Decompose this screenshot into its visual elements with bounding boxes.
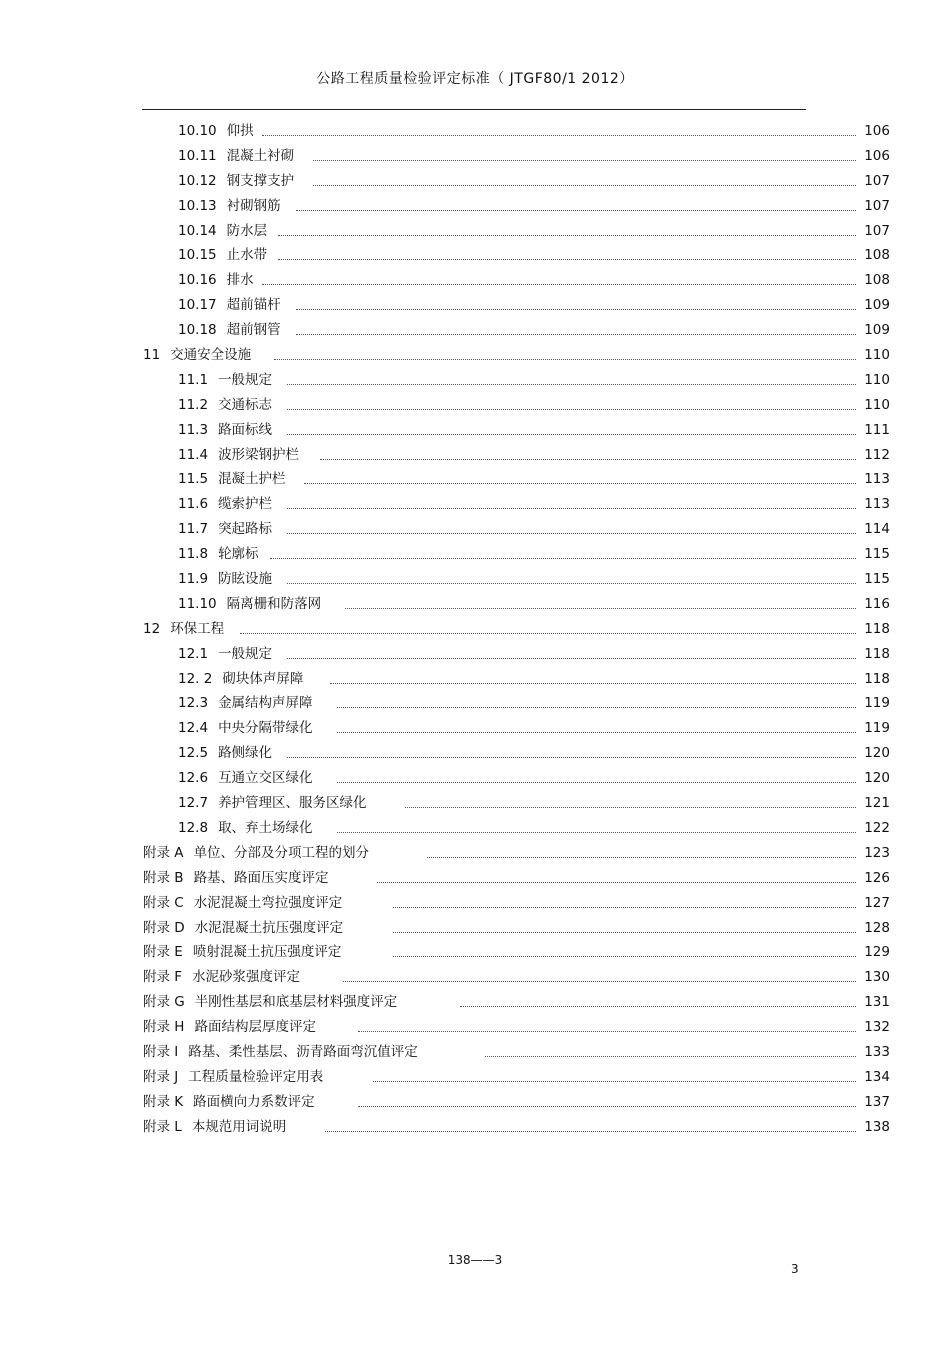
- toc-leader-dots: [330, 683, 856, 684]
- toc-leader-dots: [337, 832, 856, 833]
- toc-entry-title: 路基、柔性基层、沥青路面弯沉值评定: [188, 1043, 418, 1060]
- toc-entry-number: 12.6: [178, 770, 209, 787]
- toc-entry[interactable]: [0, 592, 950, 617]
- toc-entry-number: 12. 2: [178, 670, 213, 687]
- toc-entry-page: 127: [864, 894, 890, 911]
- toc-entry-number: 10.17: [178, 297, 217, 314]
- toc-entry[interactable]: [0, 891, 950, 916]
- toc-entry-number: 12: [143, 620, 161, 637]
- toc-entry[interactable]: [0, 965, 950, 990]
- toc-entry-page: 108: [864, 247, 890, 264]
- toc-leader-dots: [274, 359, 856, 360]
- toc-leader-dots: [337, 732, 856, 733]
- toc-entry-number: 11.3: [178, 421, 209, 438]
- toc-entry-number: 附录 F: [143, 969, 183, 986]
- toc-leader-dots: [296, 334, 856, 335]
- toc-entry[interactable]: [0, 841, 950, 866]
- toc-entry-number: 12.8: [178, 819, 209, 836]
- toc-entry-page: 110: [864, 396, 890, 413]
- toc-entry-label: [178, 418, 272, 443]
- toc-entry[interactable]: [0, 916, 950, 941]
- toc-leader-dots: [393, 956, 856, 957]
- toc-entry-number: 11.8: [178, 546, 209, 563]
- toc-entry-number: 11.4: [178, 446, 209, 463]
- toc-entry-title: 钢支撑支护: [226, 172, 295, 189]
- toc-entry-label: [178, 443, 299, 468]
- toc-entry-title: 超前锚杆: [226, 297, 281, 314]
- toc-entry[interactable]: [0, 467, 950, 492]
- toc-entry-number: 附录 J: [143, 1068, 179, 1085]
- toc-entry-title: 混凝土衬砌: [226, 147, 295, 164]
- toc-entry-title: 互通立交区绿化: [218, 770, 313, 787]
- toc-leader-dots: [325, 1131, 856, 1132]
- toc-entry-label: [143, 841, 369, 866]
- footer-page-number: 3: [791, 1262, 799, 1276]
- toc-entry-label: [178, 119, 254, 144]
- toc-entry[interactable]: [0, 691, 950, 716]
- toc-entry-number: 附录 I: [143, 1043, 179, 1060]
- toc-entry[interactable]: [0, 1115, 950, 1140]
- toc-entry[interactable]: [0, 542, 950, 567]
- toc-entry[interactable]: [0, 567, 950, 592]
- toc-entry-title: 中央分隔带绿化: [218, 720, 313, 737]
- toc-entry-label: [178, 542, 259, 567]
- toc-leader-dots: [358, 1031, 856, 1032]
- toc-entry-number: 10.12: [178, 172, 217, 189]
- header-rule: [142, 109, 806, 110]
- toc-entry-number: 10.15: [178, 247, 217, 264]
- toc-entry-title: 单位、分部及分项工程的划分: [193, 844, 370, 861]
- toc-leader-dots: [393, 932, 856, 933]
- toc-entry[interactable]: [0, 990, 950, 1015]
- toc-entry-number: 附录 H: [143, 1019, 185, 1036]
- toc-entry[interactable]: [0, 393, 950, 418]
- toc-entry[interactable]: [0, 791, 950, 816]
- toc-entry-page: 118: [864, 620, 890, 637]
- toc-entry-number: 12.7: [178, 795, 209, 812]
- toc-entry-page: 106: [864, 147, 890, 164]
- toc-entry-page: 120: [864, 770, 890, 787]
- toc-entry-page: 138: [864, 1118, 890, 1135]
- toc-entry-label: [178, 243, 267, 268]
- toc-entry-title: 砌块体声屏障: [222, 670, 304, 687]
- toc-entry-page: 109: [864, 322, 890, 339]
- toc-leader-dots: [287, 409, 856, 410]
- toc-entry-number: 10.16: [178, 272, 217, 289]
- toc-entry-title: 取、弃土场绿化: [218, 819, 313, 836]
- toc-entry[interactable]: [0, 219, 950, 244]
- toc-entry[interactable]: [0, 368, 950, 393]
- toc-entry-page: 110: [864, 347, 890, 364]
- toc-entry-page: 134: [864, 1068, 890, 1085]
- toc-leader-dots: [287, 533, 856, 534]
- toc-entry-page: 111: [864, 421, 890, 438]
- toc-entry-title: 水泥混凝土弯拉强度评定: [193, 894, 343, 911]
- toc-entry-title: 轮廓标: [218, 546, 259, 563]
- toc-entry[interactable]: [0, 144, 950, 169]
- toc-entry[interactable]: [0, 268, 950, 293]
- toc-entry-page: 118: [864, 645, 890, 662]
- toc-entry-number: 11.6: [178, 496, 209, 513]
- toc-entry-page: 119: [864, 720, 890, 737]
- toc-entry-title: 金属结构声屏障: [218, 695, 313, 712]
- toc-entry-title: 超前钢管: [226, 322, 281, 339]
- table-of-contents: [0, 119, 950, 1140]
- toc-entry-number: 11.2: [178, 396, 209, 413]
- toc-entry-number: 10.18: [178, 322, 217, 339]
- toc-entry-page: 116: [864, 595, 890, 612]
- toc-leader-dots: [405, 807, 856, 808]
- toc-entry-title: 混凝土护栏: [218, 471, 286, 488]
- toc-entry-page: 132: [864, 1019, 890, 1036]
- toc-entry-page: 114: [864, 521, 890, 538]
- toc-entry-label: [178, 144, 294, 169]
- toc-leader-dots: [296, 210, 856, 211]
- toc-entry[interactable]: [0, 1090, 950, 1115]
- toc-entry-number: 11.10: [178, 595, 217, 612]
- toc-entry-title: 防眩设施: [218, 571, 273, 588]
- toc-entry-title: 交通标志: [218, 396, 273, 413]
- toc-entry-page: 107: [864, 197, 890, 214]
- toc-entry[interactable]: [0, 293, 950, 318]
- toc-leader-dots: [287, 583, 856, 584]
- toc-entry-number: 附录 A: [143, 844, 184, 861]
- toc-entry[interactable]: [0, 194, 950, 219]
- toc-entry[interactable]: [0, 1040, 950, 1065]
- toc-entry-number: 附录 E: [143, 944, 183, 961]
- toc-entry-label: [143, 1065, 323, 1090]
- toc-entry-page: 131: [864, 994, 890, 1011]
- toc-entry-page: 121: [864, 795, 890, 812]
- toc-entry-label: [178, 194, 281, 219]
- toc-leader-dots: [373, 1081, 856, 1082]
- toc-entry[interactable]: [0, 816, 950, 841]
- toc-entry[interactable]: [0, 119, 950, 144]
- toc-leader-dots: [313, 185, 856, 186]
- toc-leader-dots: [278, 235, 856, 236]
- toc-entry-label: [178, 492, 272, 517]
- toc-leader-dots: [460, 1006, 856, 1007]
- document-header: 公路工程质量检验评定标准（ JTGF80/1 2012）: [316, 71, 634, 87]
- toc-entry-page: 106: [864, 123, 890, 139]
- toc-entry-title: 工程质量检验评定用表: [188, 1068, 324, 1085]
- toc-entry-page: 133: [864, 1043, 890, 1060]
- toc-entry-title: 路侧绿化: [218, 745, 273, 762]
- toc-entry-number: 10.10: [178, 123, 217, 139]
- toc-entry-title: 衬砌钢筋: [226, 197, 281, 214]
- toc-entry-number: 10.14: [178, 222, 217, 239]
- toc-entry-number: 11.9: [178, 571, 209, 588]
- toc-entry-label: [178, 741, 272, 766]
- toc-entry-page: 122: [864, 819, 890, 836]
- toc-entry-title: 仰拱: [226, 123, 254, 139]
- toc-entry-title: 路基、路面压实度评定: [193, 869, 329, 886]
- toc-entry-title: 路面结构层厚度评定: [194, 1019, 316, 1036]
- toc-entry-label: [143, 1040, 418, 1065]
- toc-entry[interactable]: [0, 940, 950, 965]
- toc-entry[interactable]: [0, 741, 950, 766]
- toc-entry-label: [178, 667, 303, 692]
- toc-leader-dots: [337, 707, 856, 708]
- toc-entry-label: [178, 791, 367, 816]
- toc-entry[interactable]: [0, 492, 950, 517]
- toc-entry-label: [143, 965, 300, 990]
- toc-entry[interactable]: [0, 1065, 950, 1090]
- toc-entry-label: [143, 617, 224, 642]
- toc-entry-title: 路面标线: [218, 421, 273, 438]
- toc-entry[interactable]: [0, 443, 950, 468]
- toc-entry-page: 137: [864, 1093, 890, 1110]
- toc-entry-page: 112: [864, 446, 890, 463]
- toc-entry[interactable]: [0, 716, 950, 741]
- toc-entry-label: [178, 219, 267, 244]
- toc-leader-dots: [427, 857, 856, 858]
- toc-entry-label: [143, 940, 341, 965]
- toc-entry-title: 半刚性基层和底基层材料强度评定: [194, 994, 398, 1011]
- toc-entry-page: 129: [864, 944, 890, 961]
- toc-entry[interactable]: [0, 667, 950, 692]
- toc-entry-page: 128: [864, 919, 890, 936]
- toc-leader-dots: [287, 757, 856, 758]
- toc-leader-dots: [358, 1106, 856, 1107]
- toc-leader-dots: [313, 160, 856, 161]
- toc-entry-label: [143, 866, 329, 891]
- toc-leader-dots: [337, 782, 856, 783]
- toc-entry-number: 附录 D: [143, 919, 185, 936]
- toc-entry[interactable]: [0, 617, 950, 642]
- toc-entry-number: 10.11: [178, 147, 217, 164]
- toc-entry-title: 波形梁钢护栏: [218, 446, 300, 463]
- toc-entry-title: 隔离栅和防落网: [226, 595, 322, 612]
- toc-entry-label: [143, 990, 397, 1015]
- toc-entry-page: 130: [864, 969, 890, 986]
- toc-entry-label: [178, 293, 281, 318]
- toc-entry[interactable]: [0, 1015, 950, 1040]
- toc-entry-title: 交通安全设施: [170, 347, 252, 364]
- toc-leader-dots: [278, 259, 856, 260]
- toc-entry-number: 附录 C: [143, 894, 184, 911]
- toc-entry-number: 11.1: [178, 371, 209, 388]
- footer-page-code: 138——3: [447, 1253, 503, 1267]
- toc-entry-label: [178, 691, 313, 716]
- toc-entry-title: 突起路标: [218, 521, 273, 538]
- toc-entry-page: 120: [864, 745, 890, 762]
- toc-leader-dots: [287, 658, 856, 659]
- toc-entry[interactable]: [0, 169, 950, 194]
- toc-leader-dots: [320, 459, 856, 460]
- toc-entry-number: 附录 G: [143, 994, 185, 1011]
- toc-entry-label: [143, 1090, 315, 1115]
- toc-entry-number: 11: [143, 347, 161, 364]
- toc-entry-title: 水泥砂浆强度评定: [192, 969, 301, 986]
- toc-entry-number: 12.3: [178, 695, 209, 712]
- toc-leader-dots: [287, 508, 856, 509]
- toc-entry-label: [178, 517, 272, 542]
- toc-entry[interactable]: [0, 866, 950, 891]
- toc-entry-page: 113: [864, 496, 890, 513]
- toc-entry-label: [178, 368, 272, 393]
- toc-entry-title: 本规范用词说明: [191, 1118, 287, 1135]
- toc-entry-page: 115: [864, 546, 890, 563]
- toc-entry-label: [178, 467, 286, 492]
- toc-entry-title: 一般规定: [218, 645, 273, 662]
- toc-entry-title: 路面横向力系数评定: [193, 1093, 315, 1110]
- toc-entry-number: 10.13: [178, 197, 217, 214]
- toc-entry-label: [178, 169, 294, 194]
- toc-entry-page: 119: [864, 695, 890, 712]
- toc-entry-label: [178, 567, 272, 592]
- toc-leader-dots: [343, 981, 856, 982]
- toc-leader-dots: [262, 284, 856, 285]
- toc-entry-number: 附录 L: [143, 1118, 182, 1135]
- toc-entry-number: 11.7: [178, 521, 209, 538]
- toc-entry-page: 118: [864, 670, 890, 687]
- toc-entry[interactable]: [0, 418, 950, 443]
- toc-entry-page: 107: [864, 222, 890, 239]
- toc-entry-title: 养护管理区、服务区绿化: [218, 795, 367, 812]
- toc-entry-label: [178, 592, 321, 617]
- toc-entry-number: 附录 B: [143, 869, 184, 886]
- toc-entry-number: 11.5: [178, 471, 209, 488]
- toc-entry-title: 排水: [226, 272, 254, 289]
- toc-entry-page: 126: [864, 869, 890, 886]
- toc-entry-page: 107: [864, 172, 890, 189]
- toc-entry-label: [178, 766, 313, 791]
- toc-entry[interactable]: [0, 642, 950, 667]
- toc-leader-dots: [240, 633, 856, 634]
- toc-entry-title: 一般规定: [218, 371, 273, 388]
- toc-entry-number: 附录 K: [143, 1093, 184, 1110]
- toc-entry-label: [143, 343, 251, 368]
- toc-leader-dots: [262, 135, 856, 136]
- toc-leader-dots: [485, 1056, 856, 1057]
- toc-entry-label: [178, 318, 281, 343]
- toc-entry-label: [143, 1015, 316, 1040]
- toc-entry-title: 防水层: [226, 222, 268, 239]
- toc-entry[interactable]: [0, 243, 950, 268]
- toc-entry-label: [143, 916, 343, 941]
- toc-leader-dots: [345, 608, 856, 609]
- toc-leader-dots: [377, 882, 856, 883]
- toc-leader-dots: [287, 384, 856, 385]
- toc-entry-number: 12.5: [178, 745, 209, 762]
- toc-leader-dots: [296, 309, 856, 310]
- toc-entry[interactable]: [0, 318, 950, 343]
- toc-entry-label: [143, 1115, 286, 1140]
- toc-leader-dots: [287, 434, 856, 435]
- toc-entry-label: [178, 393, 272, 418]
- toc-entry[interactable]: [0, 517, 950, 542]
- toc-entry-label: [178, 816, 313, 841]
- toc-entry[interactable]: [0, 766, 950, 791]
- toc-entry-page: 109: [864, 297, 890, 314]
- toc-entry-page: 113: [864, 471, 890, 488]
- toc-entry-title: 水泥混凝土抗压强度评定: [194, 919, 344, 936]
- toc-entry-label: [178, 642, 272, 667]
- toc-entry-number: 12.1: [178, 645, 209, 662]
- toc-entry-label: [143, 891, 342, 916]
- toc-entry-label: [178, 268, 254, 293]
- toc-entry-title: 止水带: [226, 247, 268, 264]
- toc-entry-title: 缆索护栏: [218, 496, 273, 513]
- toc-entry-page: 110: [864, 371, 890, 388]
- toc-entry-page: 108: [864, 272, 890, 289]
- toc-leader-dots: [393, 907, 856, 908]
- toc-leader-dots: [270, 558, 856, 559]
- toc-entry-page: 115: [864, 571, 890, 588]
- toc-entry-title: 喷射混凝土抗压强度评定: [192, 944, 342, 961]
- toc-entry[interactable]: [0, 343, 950, 368]
- toc-entry-title: 环保工程: [170, 620, 225, 637]
- toc-entry-number: 12.4: [178, 720, 209, 737]
- toc-entry-label: [178, 716, 313, 741]
- toc-leader-dots: [304, 483, 856, 484]
- toc-entry-page: 123: [864, 844, 890, 861]
